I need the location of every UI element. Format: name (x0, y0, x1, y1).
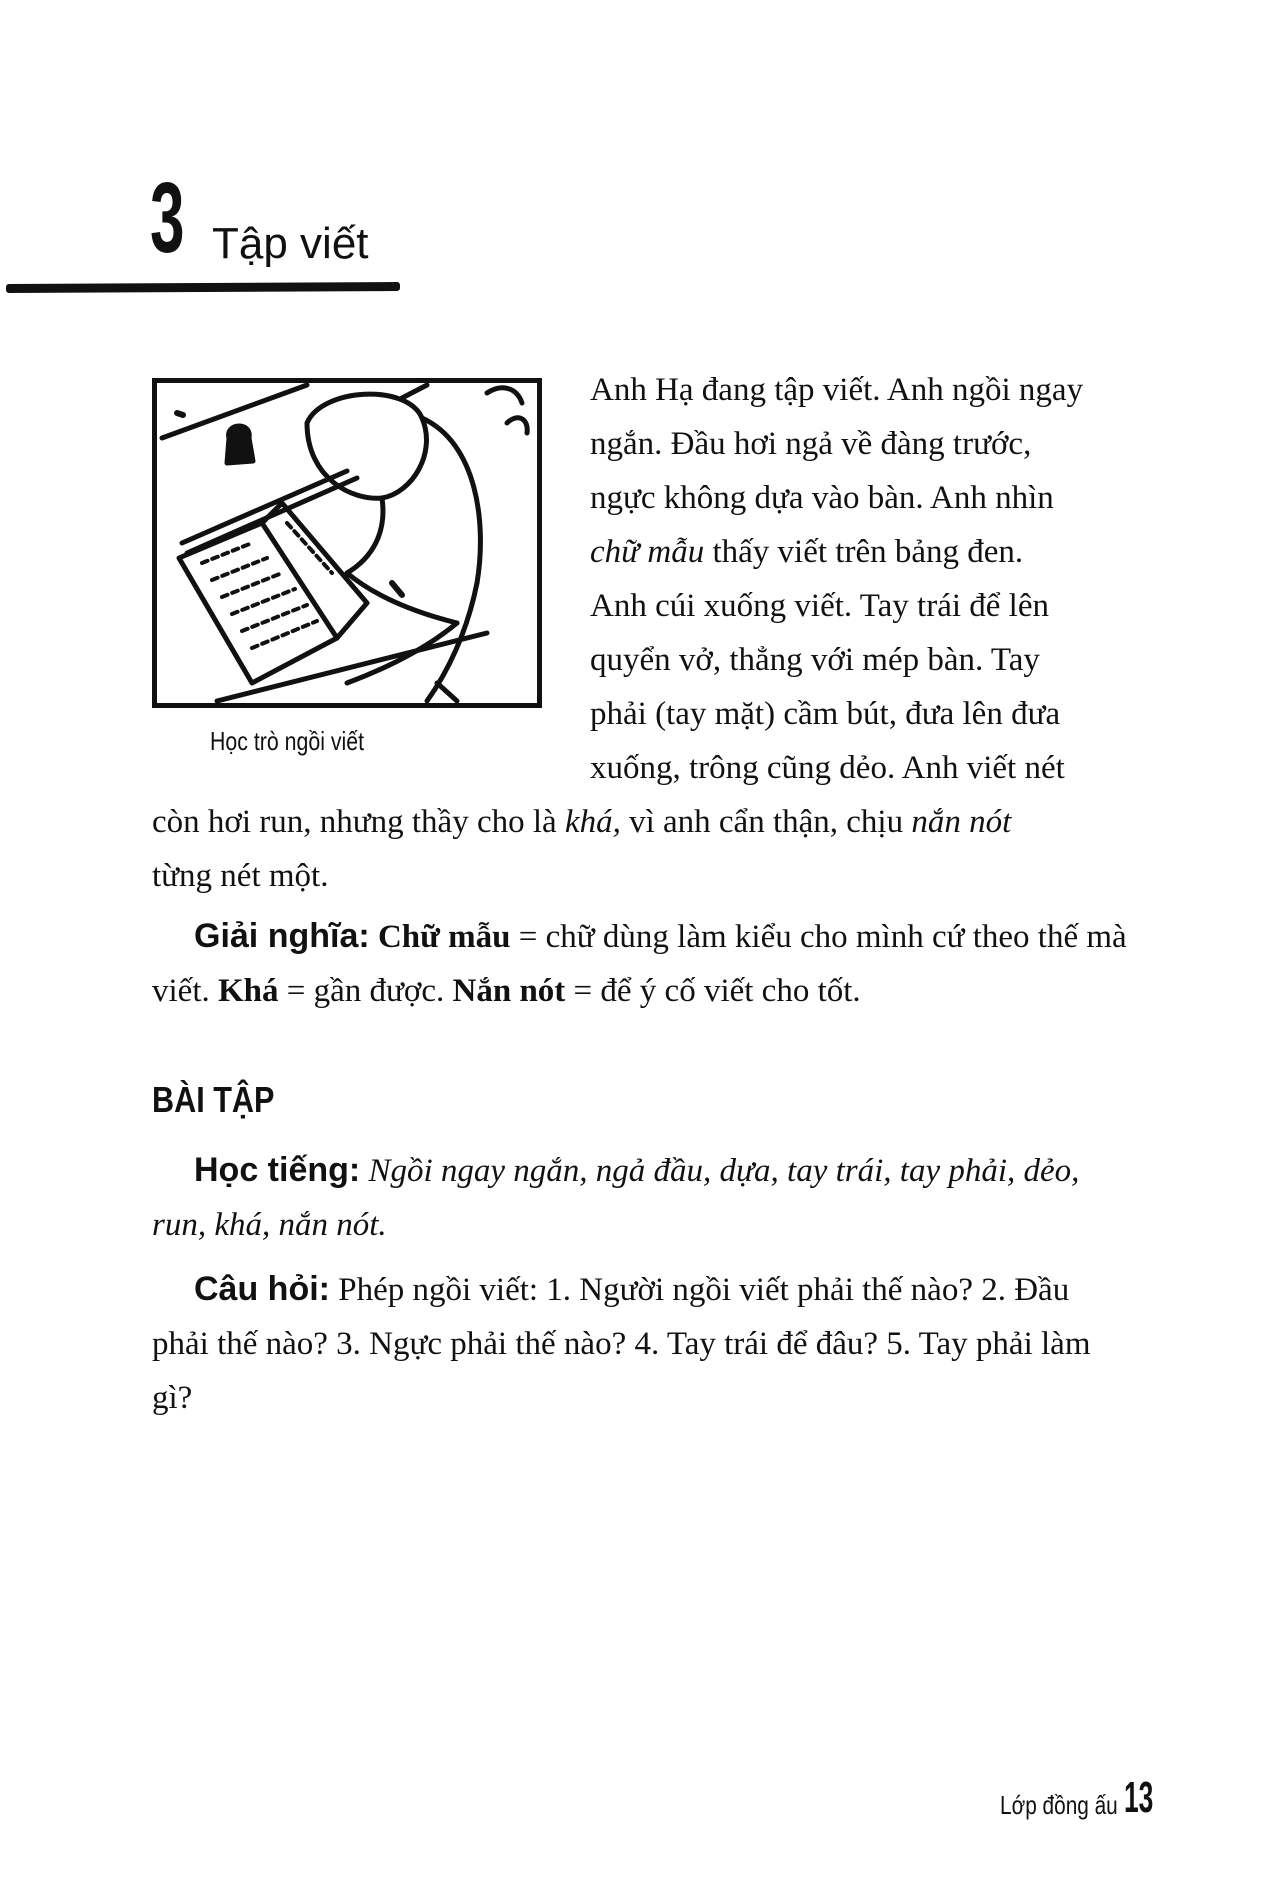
story-line-7: phải (tay mặt) cầm bút, đưa lên đưa (590, 696, 1061, 732)
exercises-heading: BÀI TẬP (152, 1079, 275, 1120)
story-line-2: ngắn. Đầu hơi ngả về đàng trước, (590, 426, 1032, 462)
story-line-4-text: thấy viết trên bảng đen. (712, 534, 1024, 570)
glossary-term-2: Khá (217, 973, 279, 1009)
story-part-2: vì anh cẩn thận, chịu (629, 804, 904, 840)
chapter-title: Tập viết (212, 219, 369, 268)
student-writing-drawing (157, 383, 537, 703)
chapter-rule (6, 282, 400, 293)
cau-hoi-text: Phép ngồi viết: 1. Người ngồi viết phải thế nào? 2. Đầu phải thế nào? 3. Ngực phải thế nào? 4. Tay trái để đâu? 5. Tay phải làm gì? (152, 1272, 1091, 1416)
story-full-width (152, 795, 1134, 903)
glossary-def-3: = để ý cố viết cho tốt. (573, 973, 861, 1009)
emphasis-nan-not: nắn nót (911, 804, 1012, 840)
illustration-caption: Học trò ngồi viết (210, 726, 365, 756)
emphasis-kha: khá, (564, 804, 621, 840)
hoc-tieng-paragraph (152, 1143, 1134, 1252)
story-line-8: xuống, trông cũng dẻo. Anh viết nét (590, 750, 1065, 786)
chapter-number: 3 (150, 162, 184, 274)
cau-hoi-paragraph (152, 1262, 1134, 1425)
footer-book-title: Lớp đồng ấu (1000, 1790, 1118, 1820)
story-line-6: quyển vở, thẳng với mép bàn. Tay (590, 642, 1040, 678)
story-line-3: ngực không dựa vào bàn. Anh nhìn (590, 480, 1054, 516)
cau-hoi-label: Câu hỏi: (194, 1270, 330, 1308)
emphasis-chu-mau: chữ mẫu (590, 534, 705, 570)
story-right-column (590, 363, 1130, 795)
story-line-5: Anh cúi xuống viết. Tay trái để lên (590, 588, 1049, 624)
hoc-tieng-words: Ngồi ngay ngắn, ngả đầu, dựa, tay trái, tay phải, dẻo, run, khá, nắn nót. (152, 1153, 1080, 1243)
glossary-def-1: = chữ dùng làm kiểu cho mình cứ theo thế mà viết. (152, 919, 1127, 1009)
glossary-def-2: = gần được. (286, 973, 445, 1009)
student-writing-illustration (152, 378, 542, 708)
story-line-4 (590, 525, 1130, 579)
glossary-label: Giải nghĩa: (194, 917, 370, 955)
glossary-term-3: Nắn nót (452, 973, 566, 1009)
story-line-1: Anh Hạ đang tập viết. Anh ngồi ngay (590, 372, 1084, 408)
story-part-1: còn hơi run, nhưng thầy cho là (152, 804, 557, 840)
hoc-tieng-label: Học tiếng: (194, 1151, 361, 1189)
page-number: 13 (1124, 1773, 1154, 1822)
glossary-term-1: Chữ mẫu (377, 919, 511, 955)
story-part-3: từng nét một. (152, 858, 329, 894)
glossary-paragraph (152, 909, 1134, 1018)
